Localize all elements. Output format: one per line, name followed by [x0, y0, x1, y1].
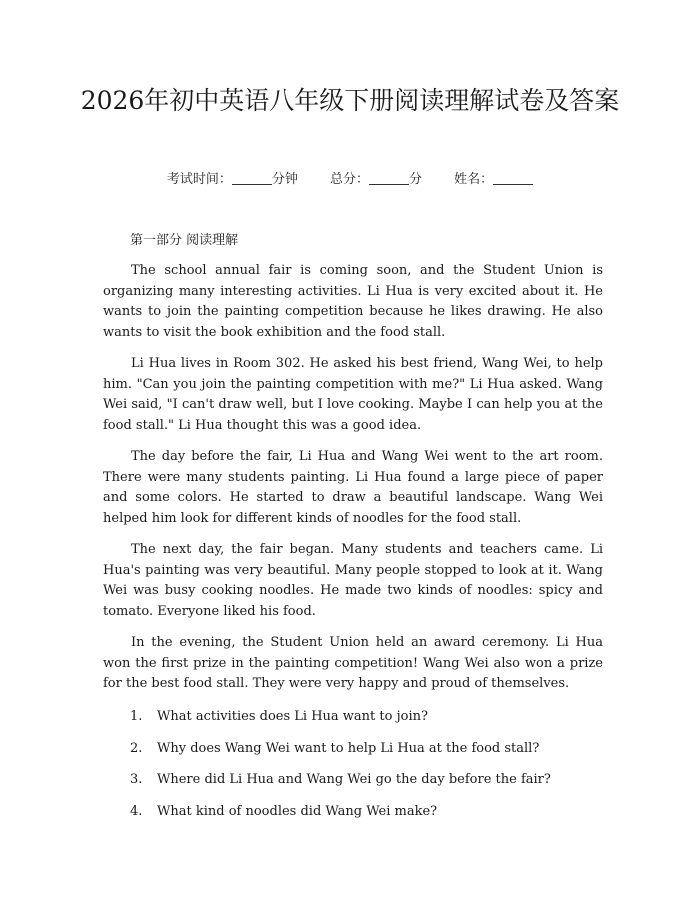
score-blank [369, 172, 409, 185]
time-field [167, 168, 298, 187]
question-number: 1. [130, 709, 143, 724]
question-item [130, 770, 610, 790]
question-number: 4. [130, 803, 143, 819]
exam-meta [0, 168, 700, 187]
section-title: 第一部分 阅读理解 [130, 233, 239, 248]
score-label: 总分： [329, 172, 369, 187]
question-item [130, 802, 610, 822]
time-label: 考试时间： [166, 172, 232, 187]
passage-paragraph: The day before the fair, Li Hua and Wang Wei went to the art room. There were many students painting. Li Hua found a large piece of paper and some colors. He started to draw a beautiful landscape. Wang Wei helped him look for different kinds of noodles for the food stall. [103, 449, 603, 526]
name-blank [493, 172, 533, 185]
score-unit: 分 [409, 172, 423, 187]
question-item [130, 739, 610, 759]
question-text: What kind of noodles did Wang Wei make? [157, 803, 438, 819]
passage-paragraph: Li Hua lives in Room 302. He asked his best friend, Wang Wei, to help him. "Can you join the painting competition with me?" Li Hua asked. Wang Wei said, "I can't draw well, but I love cooking. Maybe I can help you at the food stall." Li Hua thought this was a good idea. [103, 356, 603, 433]
question-item [130, 707, 610, 727]
question-list [130, 707, 610, 833]
page-title: 2026年初中英语八年级下册阅读理解试卷及答案 [80, 86, 620, 115]
time-unit: 分钟 [271, 172, 298, 187]
score-field [330, 168, 422, 187]
time-blank [232, 172, 272, 185]
name-field [454, 168, 533, 187]
question-text: What activities does Li Hua want to join? [157, 709, 428, 724]
name-label: 姓名： [454, 172, 494, 187]
reading-passage [103, 261, 603, 706]
question-number: 2. [130, 740, 143, 756]
passage-paragraph: The school annual fair is coming soon, and the Student Union is organizing many interesting activities. Li Hua is very excited about it. He wants to join the painting competition because he likes drawing. He also wants to visit the book exhibition and the food stall. [103, 263, 603, 340]
question-text: Why does Wang Wei want to help Li Hua at the food stall? [157, 740, 540, 756]
passage-paragraph: The next day, the fair began. Many students and teachers came. Li Hua's painting was very beautiful. Many people stopped to look at it. Wang Wei was busy cooking noodles. He made two kinds of noodles: spicy and tomato. Everyone liked his food. [103, 542, 603, 619]
passage-paragraph: In the evening, the Student Union held an award ceremony. Li Hua won the first prize in the painting competition! Wang Wei also won a prize for the best food stall. They were very happy and proud of themselves. [103, 635, 603, 691]
question-text: Where did Li Hua and Wang Wei go the day before the fair? [157, 772, 551, 788]
question-number: 3. [130, 772, 143, 788]
